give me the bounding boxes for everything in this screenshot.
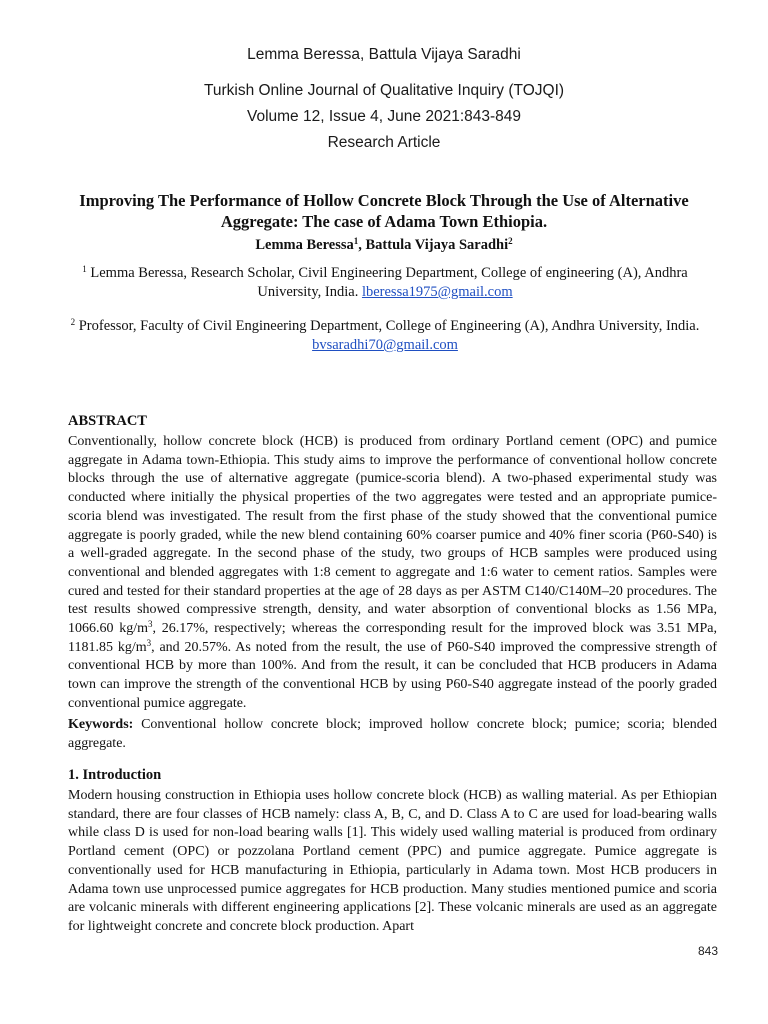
- affiliation-2: [70, 317, 700, 355]
- abstract-text-part: Conventionally, hollow concrete block (HCB) is produced from ordinary Portland cement (OPC) and pumice aggregate in Adama town-Ethiopia. This study aims to improve the performance of conventional hollow concrete blocks through the use of alternative aggregate (pumice-scoria blend). A two-phased experimental study was conducted where initially the physical properties of the two aggregates were tested and an appropriate pumice-scoria blend was investigated. The result from the first phase of the study showed that the conventional pumice aggregate is poorly graded, while the new blend containing 60% coarser pumice and 40% finer scoria (P60-S40) is a well-graded aggregate. In the second phase of the study, two groups of HCB samples were produced using conventional and blended aggregates with 1:8 cement to aggregate and 1:6 water to cement ratios. Samples were cured and tested for their standard properties at the age of 28 days as per ASTM C140/C140M–20 procedures. The test results showed compressive strength, density, and water absorption of conventional blocks as 1.56 MPa, 1066.60 kg/m: [68, 434, 717, 637]
- affiliation-text: Lemma Beressa, Research Scholar, Civil Engineering Department, College of engineering (A), Andhra University, India.: [86, 265, 688, 300]
- author-line: [0, 237, 768, 254]
- superscript: 3: [146, 637, 152, 648]
- introduction-text: Modern housing construction in Ethiopia uses hollow concrete block (HCB) as walling material. As per Ethiopian standard, there are four classes of HCB namely: class A, B, C, and D. Class A to C are used for load-bearing walls while class D is used for non-load bearing walls [1]. This widely used walling material is produced from ordinary Portland cement (OPC) or pozzolana Portland cement (PPC) and pumice aggregate. Pumice aggregate is conventionally used for HCB manufacturing in Ethiopia, particularly in Adama town. Most HCB producers in Adama town use unprocessed pumice aggregates for HCB production. Many studies mentioned pumice and scoria are volcanic minerals with different engineering applications [2]. These volcanic minerals are used as an aggregate for lightweight concrete and concrete block production. Apart: [68, 788, 717, 934]
- volume-info: Volume 12, Issue 4, June 2021:843-849: [246, 108, 522, 125]
- journal-name: Turkish Online Journal of Qualitative Inquiry (TOJQI): [203, 82, 565, 99]
- email-link[interactable]: bvsaradhi70@gmail.com: [312, 337, 458, 353]
- keywords: [68, 716, 717, 753]
- affiliation-text: Professor, Faculty of Civil Engineering Department, College of Engineering (A), Andhra University, India.: [75, 318, 700, 334]
- abstract-text-part: , and 20.57%. As noted from the result, the use of P60-S40 improved the compressive strength of conventional HCB by more than 100%. And from the result, it can be concluded that HCB producers in Adama town can improve the strength of the conventional HCB by using P60-S40 aggregate instead of the poorly graded conventional pumice aggregate.: [68, 639, 717, 711]
- author-affiliation-mark: 2: [508, 236, 513, 246]
- author-name: Lemma Beressa: [255, 237, 354, 253]
- paper-title: Improving The Performance of Hollow Concrete Block Through the Use of Alternative Aggregate: The case of Adama Town Ethiopia.: [79, 191, 689, 231]
- author-separator: ,: [358, 237, 366, 253]
- section-heading-introduction: 1. Introduction: [68, 767, 162, 783]
- email-link[interactable]: lberessa1975@gmail.com: [361, 284, 513, 300]
- keywords-label: Keywords:: [68, 717, 134, 732]
- page-number: 843: [697, 944, 718, 958]
- superscript: 3: [148, 619, 153, 630]
- running-header-authors: Lemma Beressa, Battula Vijaya Saradhi: [247, 46, 521, 63]
- affiliation-mark: 1: [82, 264, 87, 274]
- abstract-heading: ABSTRACT: [68, 413, 147, 429]
- author-name: Battula Vijaya Saradhi: [365, 237, 509, 253]
- affiliation-1: [70, 264, 700, 302]
- abstract-text-part: , 26.17%, respectively; whereas the corresponding result for the improved block was 3.51 MPa, 1181.85 kg/m: [68, 621, 717, 655]
- abstract-text: [68, 433, 717, 714]
- article-type: Research Article: [327, 134, 441, 151]
- keywords-text: Conventional hollow concrete block; improved hollow concrete block; pumice; scoria; blended aggregate.: [68, 717, 717, 751]
- author-affiliation-mark: 1: [353, 236, 359, 246]
- affiliation-mark: 2: [70, 317, 76, 327]
